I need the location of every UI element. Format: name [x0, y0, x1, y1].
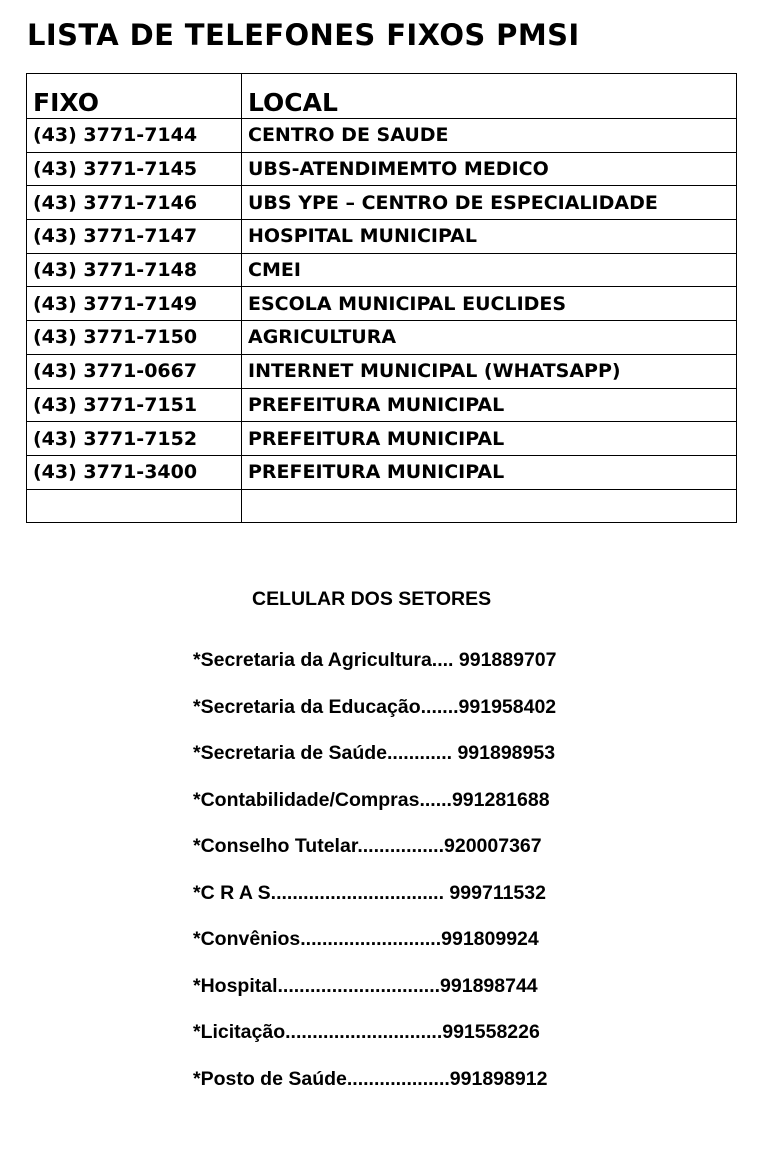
list-item: *C R A S................................ 999711532 — [193, 881, 546, 904]
table-row — [27, 119, 737, 153]
list-item: *Hospital..............................991898744 — [193, 974, 538, 997]
phone-cell: (43) 3771-7147 — [27, 220, 242, 254]
local-cell: PREFEITURA MUNICIPAL — [242, 388, 737, 422]
phone-cell: (43) 3771-0667 — [27, 354, 242, 388]
local-cell: UBS-ATENDIMEMTO MEDICO — [242, 152, 737, 186]
list-item: *Licitação.............................991558226 — [193, 1021, 540, 1043]
table-row — [27, 354, 737, 388]
table-row — [27, 186, 737, 220]
table-row — [27, 287, 737, 321]
phone-cell — [27, 489, 242, 523]
list-item: *Contabilidade/Compras......991281688 — [193, 788, 550, 811]
phone-cell: (43) 3771-3400 — [27, 455, 242, 489]
phone-cell: (43) 3771-7145 — [27, 152, 242, 186]
phone-cell: (43) 3771-7146 — [27, 186, 242, 220]
column-header-fixo: FIXO — [27, 74, 242, 119]
table-row — [27, 388, 737, 422]
local-cell: UBS YPE – CENTRO DE ESPECIALIDADE — [242, 186, 737, 220]
list-item: *Secretaria da Agricultura.... 991889707 — [193, 649, 557, 671]
list-item: *Secretaria da Educação.......991958402 — [193, 695, 557, 718]
phone-cell: (43) 3771-7151 — [27, 388, 242, 422]
table-row — [27, 455, 737, 489]
local-cell: CENTRO DE SAUDE — [242, 119, 737, 153]
phone-cell: (43) 3771-7148 — [27, 253, 242, 287]
table-row — [27, 220, 737, 254]
local-cell: INTERNET MUNICIPAL (WHATSAPP) — [242, 354, 737, 388]
celular-list — [193, 645, 556, 1110]
table-row-empty — [27, 489, 737, 523]
phone-cell: (43) 3771-7152 — [27, 422, 242, 456]
celular-section-title: CELULAR DOS SETORES — [252, 588, 492, 610]
local-cell: ESCOLA MUNICIPAL EUCLIDES — [242, 287, 737, 321]
list-item: *Conselho Tutelar................920007367 — [193, 835, 542, 857]
local-cell: AGRICULTURA — [242, 321, 737, 355]
list-item: *Secretaria de Saúde............ 991898953 — [193, 742, 556, 764]
local-cell: PREFEITURA MUNICIPAL — [242, 455, 737, 489]
page-title: LISTA DE TELEFONES FIXOS PMSI — [27, 18, 580, 52]
local-cell — [242, 489, 737, 523]
phone-cell: (43) 3771-7149 — [27, 287, 242, 321]
column-header-local: LOCAL — [242, 74, 737, 119]
phone-cell: (43) 3771-7144 — [27, 119, 242, 153]
table-row — [27, 253, 737, 287]
local-cell: PREFEITURA MUNICIPAL — [242, 422, 737, 456]
local-cell: HOSPITAL MUNICIPAL — [242, 220, 737, 254]
phone-table — [26, 73, 737, 523]
table-row — [27, 152, 737, 186]
table-row — [27, 321, 737, 355]
table-row — [27, 422, 737, 456]
table-header-row — [27, 74, 737, 119]
list-item: *Posto de Saúde...................991898912 — [193, 1067, 548, 1090]
phone-cell: (43) 3771-7150 — [27, 321, 242, 355]
list-item: *Convênios..........................991809924 — [193, 928, 539, 950]
local-cell: CMEI — [242, 253, 737, 287]
